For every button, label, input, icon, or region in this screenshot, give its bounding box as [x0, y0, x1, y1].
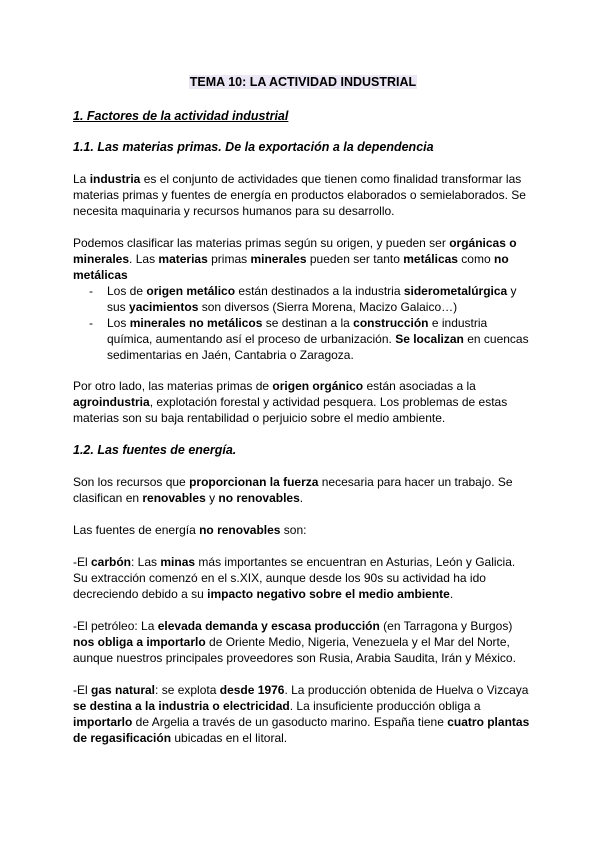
document-title: TEMA 10: LA ACTIVIDAD INDUSTRIAL: [189, 75, 417, 89]
materias-list: [73, 283, 533, 363]
paragraph-gas-natural: -El gas natural: se explota desde 1976. La producción obtenida de Huelva o Vizcaya se destina a la industria o electricidad. La insuficiente producción obliga a importarlo de Argelia a través de un gasoducto marino. España tiene cuatro plantas de regasificación ubicadas en el litoral.: [73, 683, 530, 745]
subsection-heading-materias-primas: 1.1. Las materias primas. De la exportación a la dependencia: [73, 140, 434, 154]
section-heading-factores: 1. Factores de la actividad industrial: [73, 109, 289, 123]
list-item: - Los de origen metálico están destinados a la industria siderometalúrgica y sus yacimientos son diversos (Sierra Morena, Macizo Galaico…): [89, 284, 517, 314]
list-item: - Los minerales no metálicos se destinan a la construcción e industria química, aumentando así el proceso de urbanización. Se localizan en cuencas sedimentarias en Jaén, Cantabria o Zaragoza.: [89, 316, 529, 362]
paragraph-carbon: -El carbón: Las minas más importantes se encuentran en Asturias, León y Galicia. Su extracción comenzó en el s.XIX, aunque desde los 90s su actividad ha ido decreciendo debido a su impacto negativo sobre el medio ambiente.: [73, 555, 516, 601]
paragraph-clasificacion: Podemos clasificar las materias primas según su origen, y pueden ser orgánicas o minerales. Las materias primas minerales pueden ser tanto metálicas como no metálicas: [73, 236, 517, 282]
paragraph-no-renovables: Las fuentes de energía no renovables son:: [73, 523, 307, 537]
subsection-heading-fuentes-energia: 1.2. Las fuentes de energía.: [73, 443, 237, 457]
paragraph-recursos: Son los recursos que proporcionan la fuerza necesaria para hacer un trabajo. Se clasifican en renovables y no renovables.: [73, 475, 513, 505]
paragraph-industria: La industria es el conjunto de actividades que tienen como finalidad transformar las materias primas y fuentes de energía en productos elaborados o semielaborados. Se necesita maquinaria y recursos humanos para su desarrollo.: [73, 172, 526, 218]
paragraph-petroleo: -El petróleo: La elevada demanda y escasa producción (en Tarragona y Burgos) nos obliga a importarlo de Oriente Medio, Nigeria, Venezuela y el Mar del Norte, aunque nuestros principales proveedores son Rusia, Arabia Saudita, Irán y México.: [73, 619, 516, 665]
paragraph-origen-organico: Por otro lado, las materias primas de origen orgánico están asociadas a la agroindustria, explotación forestal y actividad pesquera. Los problemas de estas materias son su baja rentabilidad o perjuicio sobre el medio ambiente.: [73, 379, 508, 425]
